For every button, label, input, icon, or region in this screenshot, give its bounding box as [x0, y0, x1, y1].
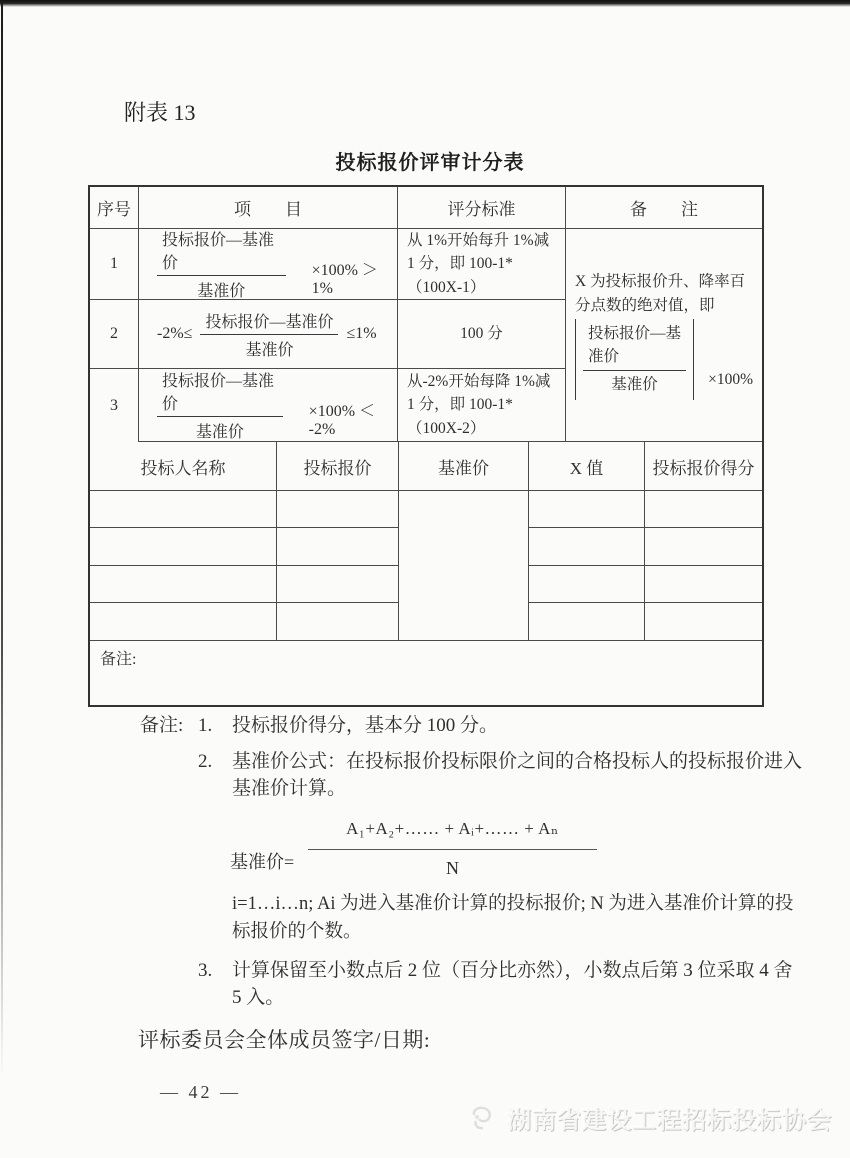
entry-cell-bidder-2: [90, 528, 277, 565]
entry-cell-bidder-4: [90, 603, 277, 640]
page-number: — 42 —: [160, 1082, 241, 1102]
row3-condition: ×100% ＜ -2%: [308, 403, 376, 438]
row3-criteria: 从-2%开始每降 1%减 1 分，即 100-1*（100X-2）: [398, 369, 566, 442]
row1-fraction: $\frac{\text{投标报价—基准价}}{\text{基准价}}$: [157, 227, 286, 301]
entry-cell-bidder-1: [90, 491, 277, 528]
entry-cell-price-4: [277, 603, 399, 640]
scan-edge-top: [0, 0, 850, 7]
association-watermark: [470, 1100, 832, 1135]
row3-fraction: $\frac{\text{投标报价—基准价}}{\text{基准价}}$: [157, 368, 283, 442]
entry-cell-score-2: [645, 528, 762, 565]
row2-upper-bound: ≤1%: [346, 325, 377, 342]
row1-no: 1: [90, 229, 139, 300]
entry-header-base-price: 基准价: [399, 442, 529, 491]
absolute-value-bars: $\frac{\text{投标报价—基准价}}{\text{基准价}}$: [575, 319, 694, 400]
row2-fraction: $\frac{\text{投标报价—基准价}}{\text{基准价}}$: [200, 309, 338, 360]
remark-merged-cell: [566, 229, 762, 442]
entry-cell-score-3: [645, 566, 762, 603]
remark-text: X 为投标报价升、降率百分点数的绝对值，即: [575, 273, 746, 314]
footnote-label: 备注:: [140, 715, 184, 736]
base-price-merged-cell: [399, 491, 529, 640]
row3-no: 3: [90, 369, 139, 442]
entry-header-score: 投标报价得分: [645, 442, 762, 491]
formula-variable-note: i=1…i…n; Ai 为进入基准价计算的投标报价; N 为进入基准价计算的投标报价的个数。: [232, 894, 794, 943]
col-header-item: 项 目: [139, 187, 398, 229]
entry-header-x-value: X 值: [529, 442, 645, 491]
attachment-tag: 附表 13: [124, 100, 196, 125]
entry-cell-score-1: [645, 491, 762, 528]
entry-header-bidder-name: 投标人名称: [90, 442, 277, 491]
entry-section: [90, 442, 762, 640]
row2-criteria: 100 分: [398, 300, 566, 369]
col-header-no: 序号: [90, 187, 139, 229]
footnote-2: 2. 基准价公式：在投标报价投标限价之间的合格投标人的投标报价进入基准价计算。: [198, 750, 803, 800]
row2-no: 2: [90, 300, 139, 369]
col-header-criteria: 评分标准: [398, 187, 566, 229]
table-remark-row: [90, 640, 762, 705]
remark-formula: [575, 319, 753, 400]
association-logo-icon: [470, 1105, 500, 1131]
row3-item-formula: [139, 369, 398, 442]
entry-cell-price-3: [277, 566, 399, 603]
row1-item-formula: [139, 229, 398, 300]
footnote-1: 备注: 1. 投标报价得分，基本分 100 分。: [140, 712, 830, 740]
row1-criteria: 从 1%开始每升 1%减 1 分，即 100-1*（100X-1）: [398, 229, 566, 300]
formula-denominator: N: [445, 858, 459, 879]
row2-lower-bound: -2%≤: [157, 325, 193, 342]
entry-header-bid-price: 投标报价: [277, 442, 399, 491]
table-remark-label: 备注:: [100, 651, 137, 669]
entry-cell-x-3: [529, 566, 645, 603]
remark-multiplier: ×100%: [708, 371, 753, 389]
entry-cell-price-2: [277, 528, 399, 565]
base-price-formula: [230, 817, 830, 882]
entry-cell-price-1: [277, 491, 399, 528]
formula-numerator: A₁+A₂+…… + Aᵢ+…… + Aₙ: [308, 817, 597, 851]
page-title: 投标报价评审计分表: [335, 152, 525, 174]
scoring-section: [90, 187, 762, 442]
bid-price-score-table: [88, 185, 764, 707]
row2-item-formula: [139, 300, 398, 369]
entry-cell-score-4: [645, 603, 762, 640]
entry-cell-x-4: [529, 603, 645, 640]
col-header-remark: 备 注: [566, 187, 762, 229]
entry-cell-x-1: [529, 491, 645, 528]
watermark-text: 湖南省建设工程招标投标协会: [507, 1108, 832, 1134]
entry-cell-bidder-3: [90, 566, 277, 603]
row1-condition: ×100% ＞ 1%: [311, 262, 378, 297]
formula-lhs: 基准价=: [230, 851, 295, 872]
footnotes: [140, 712, 830, 1020]
footnote-3: 3. 计算保留至小数点后 2 位（百分比亦然），小数点后第 3 位采取 4 舍 5 入。: [198, 959, 793, 1009]
entry-cell-x-2: [529, 528, 645, 565]
signature-line: 评标委员会全体成员签字/日期:: [138, 1028, 431, 1052]
